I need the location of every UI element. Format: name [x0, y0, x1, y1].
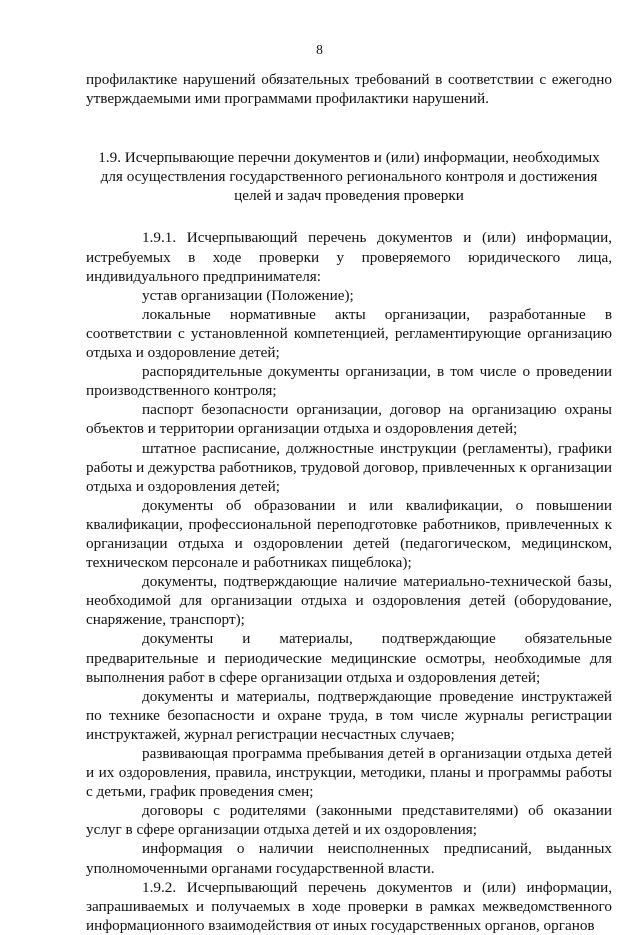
list-item: документы и материалы, подтверждающие обязательные предварительные и периодические медицинские осмотры, необходимые для выполнения работ в сфере организации отдыха и оздоровления детей;	[86, 630, 612, 686]
list-item: локальные нормативные акты организации, разработанные в соответствии с установленной компетенцией, регламентирующие организацию отдыха и оздоровление детей;	[86, 305, 612, 362]
section-1-9-1-intro: 1.9.1. Исчерпывающий перечень документов и (или) информации, истребуемых в ходе проверки у проверяемого юридического лица, индивидуального предпринимателя:	[86, 229, 612, 285]
list-item: штатное расписание, должностные инструкции (регламенты), графики работы и дежурства работников, трудовой договор, привлеченных к организации отдыха и оздоровления детей;	[86, 439, 612, 495]
paragraph-continuation: профилактике нарушений обязательных требований в соответствии с ежегодно утверждаемыми ими программами профилактики нарушений.	[86, 71, 612, 108]
list-item: устав организации (Положение);	[142, 286, 354, 304]
list-item: документы об образовании и или квалификации, о повышении квалификации, профессиональной переподготовке работников, привлеченных к организации отдыха и оздоровлении детей (педагогическом, медицинском, техническом персонале и работниках пищеблока);	[86, 496, 612, 572]
list-item: развивающая программа пребывания детей в организации отдыха детей и их оздоровления, правила, инструкции, методики, планы и программы работы с детьми, график проведения смен;	[86, 745, 612, 801]
section-1-9-2-intro: 1.9.2. Исчерпывающий перечень документов и (или) информации, запрашиваемых и получаемых в ходе проверки в рамках межведомственного информационного взаимодействия от иных государственных органов, органов	[86, 878, 612, 934]
list-item: паспорт безопасности организации, договор на организацию охраны объектов и территории организации отдыха и оздоровления детей;	[86, 401, 612, 438]
list-item: информация о наличии неисполненных предписаний, выданных уполномоченными органами государственной власти.	[86, 840, 612, 877]
list-item: договоры с родителями (законными представителями) об оказании услуг в сфере организации отдыха детей и их оздоровления;	[86, 802, 612, 839]
section-heading: 1.9. Исчерпывающие перечни документов и (или) информации, необходимых для осуществления государственного регионального контроля и достижения целей и задач проведения проверки	[98, 149, 600, 205]
list-item: документы и материалы, подтверждающие проведение инструктажей по технике безопасности и охране труда, в том числе журналы регистрации инструктажей, журнал регистрации несчастных случаев;	[86, 687, 612, 743]
list-item: распорядительные документы организации, в том числе о проведении производственного контроля;	[86, 363, 612, 400]
list-item: документы, подтверждающие наличие материально-технической базы, необходимой для организации отдыха и оздоровления детей (оборудование, снаряжение, транспорт);	[86, 573, 612, 629]
page-number: 8	[316, 42, 323, 57]
document-body	[86, 70, 612, 935]
